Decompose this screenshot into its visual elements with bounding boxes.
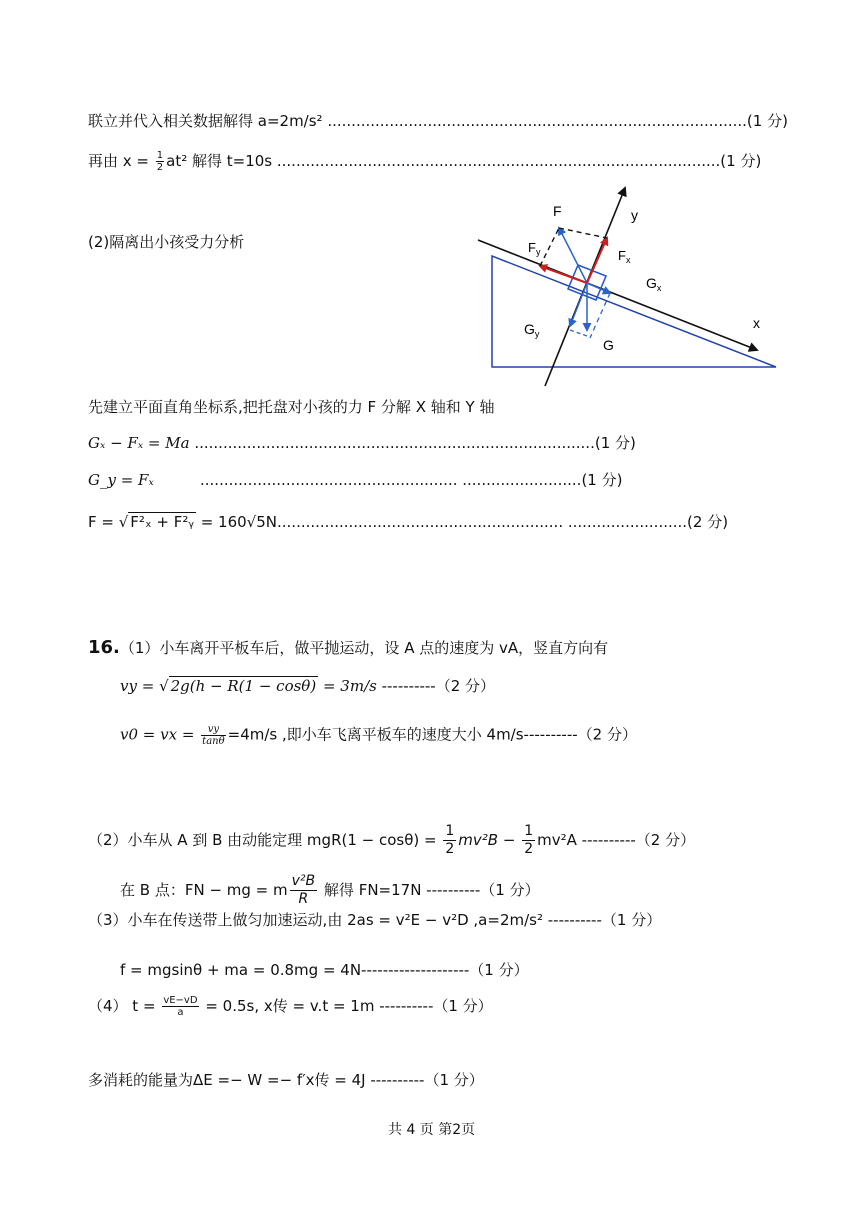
equation: Gₓ − Fₓ = Ma	[88, 434, 190, 452]
eq-result: = 3m/s	[318, 677, 377, 695]
label-Gy: $G_y$	[524, 321, 540, 339]
sqrt-expression: 2g(h − R(1 − cosθ)	[170, 677, 317, 695]
score-dots: ...................................................... .........................(1 分)	[200, 471, 623, 489]
fraction-denominator: 2	[156, 162, 164, 173]
label-Fx: $F_x$	[618, 248, 631, 265]
force-Fx-arrow	[587, 238, 607, 283]
label-x: x	[753, 315, 760, 331]
solution-line-balance-y	[88, 470, 622, 490]
fraction-denominator: 2	[524, 841, 534, 857]
eq-middle: mv²B −	[458, 831, 521, 849]
eq-prefix: v0 = vx =	[120, 725, 200, 744]
fraction-denominator: tanθ	[202, 736, 225, 747]
fraction	[162, 995, 198, 1018]
solution-line-vy: vy = √ 2g(h − R(1 − cosθ) = 3m/s ----------（2 分）	[120, 677, 496, 695]
fraction-numerator: vE−vD	[163, 995, 198, 1006]
fraction	[443, 823, 456, 858]
eq-suffix: mv²A ----------（2 分）	[537, 831, 696, 849]
eq-prefix: （4） t =	[88, 997, 161, 1015]
eq-prefix: F =	[88, 513, 119, 531]
eq-prefix: （2）小车从 A 到 B 由动能定理 mgR(1 − cosθ) =	[88, 831, 442, 849]
solution-line-time	[88, 150, 761, 173]
section-heading-child-force: (2)隔离出小孩受力分析	[88, 233, 245, 251]
dashed-guide	[540, 228, 559, 266]
eq-suffix: at² 解得 t=10s	[166, 152, 273, 170]
eq-prefix: vy =	[120, 677, 160, 695]
score-dots: ....................................................................................(1 分)	[189, 434, 636, 452]
solution-line-time-distance	[88, 995, 493, 1018]
fraction	[290, 873, 318, 908]
solution-line-energy: 多消耗的能量为ΔE =− W =− f′x传 = 4J ----------（1 分）	[88, 1071, 484, 1089]
eq-prefix: 再由 x =	[88, 152, 154, 170]
dashed-guide	[570, 330, 587, 336]
solution-line-normal-force	[120, 873, 540, 908]
eq-suffix: =4m/s ,即小车飞离平板车的速度大小 4m/s----------（2 分）	[227, 725, 637, 744]
solution-line-conveyor: （3）小车在传送带上做匀加速运动,由 2as = v²E − v²D ,a=2m/s² ----------（1 分）	[88, 911, 662, 929]
fraction-half	[156, 150, 164, 173]
fraction-numerator: vy	[201, 724, 225, 736]
label-F: F	[553, 203, 562, 219]
question-text: （1）小车离开平板车后，做平抛运动，设 A 点的速度为 vA，竖直方向有	[119, 639, 609, 657]
fraction-numerator: 1	[156, 150, 164, 161]
force-Gx-arrow	[587, 283, 610, 293]
fraction-numerator: 1	[445, 823, 455, 839]
solution-line-resultant-F: F = √ F²ₓ + F²ᵧ = 160√5N............................................................ .........................(2 分)	[88, 513, 729, 531]
fraction-denominator: a	[177, 1007, 184, 1018]
solution-line-newton-x	[88, 433, 636, 453]
solution-line-v0	[120, 724, 637, 747]
incline-triangle	[492, 256, 776, 367]
label-Gx: $G_x$	[646, 275, 662, 293]
fraction-numerator: v²B	[291, 873, 316, 889]
sqrt-expression: F²ₓ + F²ᵧ	[130, 513, 194, 531]
score-dots: .............................................................................................(1 分)	[272, 152, 762, 170]
score-dashes: ----------（1 分）	[374, 997, 493, 1015]
force-diagram	[470, 180, 790, 390]
solution-line-work-energy	[88, 823, 695, 858]
fraction	[522, 823, 535, 858]
question-number: 16.	[88, 637, 120, 658]
label-y: y	[631, 207, 638, 223]
dashed-guide	[590, 293, 610, 338]
question-16-intro	[88, 638, 608, 658]
fraction	[201, 724, 225, 747]
eq-result: = 160√5N	[195, 513, 277, 531]
page-footer: 共 4 页 第2页	[388, 1122, 476, 1138]
fraction-denominator: R	[298, 891, 309, 907]
solution-line-friction: f = mgsinθ + ma = 0.8mg = 4N--------------------（1 分）	[120, 961, 529, 979]
label-G: G	[603, 337, 614, 353]
solution-line-coordinate-setup: 先建立平面直角坐标系,把托盘对小孩的力 F 分解 X 轴和 Y 轴	[88, 398, 495, 416]
solution-line-acceleration: 联立并代入相关数据解得 a=2m/s² ........................................................................................(1 分)	[88, 112, 788, 130]
score-dashes: ----------（2 分）	[376, 677, 496, 695]
eq-suffix: 解得 FN=17N ----------（1 分）	[319, 881, 540, 899]
label-Fy: $F_y$	[528, 240, 541, 257]
eq-suffix: = 0.5s, x传 = v.t = 1m	[200, 997, 375, 1015]
dashed-guide	[559, 228, 607, 238]
eq-prefix: 在 B 点：FN − mg = m	[120, 881, 288, 899]
fraction-numerator: 1	[524, 823, 534, 839]
score-dots: ............................................................ .........................(2 分)	[277, 513, 729, 531]
fraction-denominator: 2	[445, 841, 455, 857]
equation: G_y = Fₓ	[88, 471, 154, 489]
